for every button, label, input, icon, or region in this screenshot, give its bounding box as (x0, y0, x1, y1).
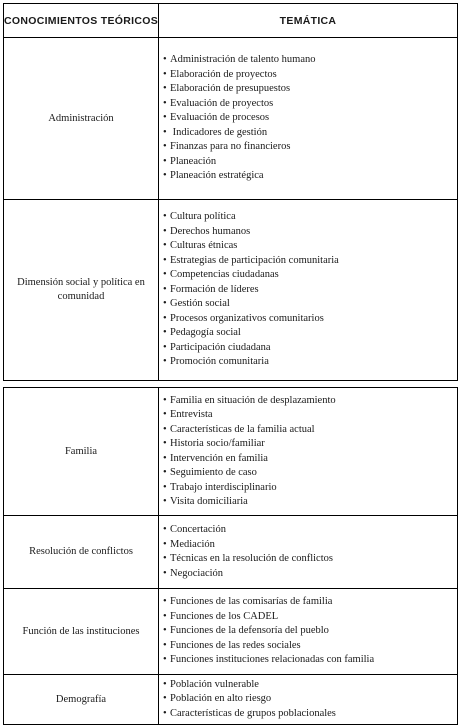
topic-text: Cultura política (170, 211, 236, 223)
bullet-icon: • (163, 467, 167, 478)
table-row (4, 516, 458, 589)
bullet-icon: • (163, 639, 167, 651)
topic-item (163, 210, 457, 225)
topic-text: Historia socio/familiar (170, 438, 265, 449)
topic-text: Funciones instituciones relacionadas con familia (170, 654, 375, 666)
bullet-icon: • (163, 678, 167, 690)
topic-list (159, 210, 457, 370)
topic-text: Familia en situación de desplazamiento (170, 394, 336, 406)
topic-item (163, 707, 457, 722)
bullet-icon: • (163, 327, 167, 339)
topic-text: Elaboración de proyectos (170, 68, 277, 80)
topic-item (163, 692, 457, 707)
topic-item (163, 678, 457, 693)
topics-table-part-1 (3, 3, 458, 381)
topic-item (163, 268, 457, 283)
topic-text: Evaluación de proyectos (170, 97, 274, 109)
topic-item (163, 355, 457, 370)
topic-item (163, 126, 457, 141)
topic-item (163, 408, 457, 423)
topic-list (159, 523, 457, 581)
concept-cell: Resolución de conflictos (4, 516, 159, 589)
bullet-icon: • (163, 610, 167, 622)
topic-item (163, 624, 457, 639)
table-row (4, 589, 458, 675)
bullet-icon: • (163, 141, 167, 153)
bullet-icon: • (163, 438, 167, 449)
bullet-icon: • (163, 496, 167, 507)
topics-cell (159, 38, 458, 200)
topic-item (163, 297, 457, 312)
bullet-icon: • (163, 83, 167, 95)
bullet-icon: • (163, 298, 167, 310)
bullet-icon: • (163, 356, 167, 368)
bullet-icon: • (163, 225, 167, 237)
topic-item (163, 523, 457, 538)
bullet-icon: • (163, 596, 167, 608)
topic-item (163, 225, 457, 240)
bullet-icon: • (163, 452, 167, 464)
topic-item (163, 254, 457, 269)
bullet-icon: • (163, 341, 167, 353)
topic-text: Procesos organizativos comunitarios (170, 312, 324, 324)
bullet-icon: • (163, 155, 167, 167)
bullet-icon: • (163, 269, 167, 281)
topic-text: Elaboración de presupuestos (170, 83, 291, 95)
topics-cell (159, 675, 458, 725)
topic-item (163, 169, 457, 184)
topic-item (163, 68, 457, 83)
topic-text: Intervención en familia (170, 452, 268, 464)
topic-text: Estrategias de participación comunitaria (170, 254, 339, 266)
table-row (4, 38, 458, 200)
bullet-icon: • (163, 567, 167, 579)
topic-item (163, 155, 457, 170)
bullet-icon: • (163, 553, 167, 564)
topic-text: Técnicas en la resolución de conflictos (170, 553, 333, 564)
topic-list (159, 678, 457, 722)
topics-table-part-2 (3, 387, 458, 725)
bullet-icon: • (163, 68, 167, 80)
topic-text: Visita domiciliaria (170, 496, 248, 507)
topic-item (163, 639, 457, 654)
concept-cell: Familia (4, 388, 159, 516)
topic-list (159, 53, 457, 184)
topic-text: Funciones de las redes sociales (170, 639, 301, 651)
bullet-icon: • (163, 423, 167, 435)
topic-text: Gestión social (170, 298, 230, 310)
topic-text: Indicadores de gestión (170, 126, 268, 138)
topic-text: Planeación (170, 155, 217, 167)
topic-item (163, 653, 457, 668)
concept-cell: Dimensión social y política en comunidad (4, 200, 159, 381)
topic-text: Funciones de la defensoría del pueblo (170, 625, 329, 637)
bullet-icon: • (163, 240, 167, 252)
topic-text: Evaluación de procesos (170, 112, 270, 124)
bullet-icon: • (163, 312, 167, 324)
topic-item (163, 437, 457, 452)
topic-text: Promoción comunitaria (170, 356, 269, 368)
topic-item (163, 481, 457, 496)
topic-text: Formación de líderes (170, 283, 259, 295)
header-row (4, 4, 458, 38)
topic-text: Negociación (170, 567, 224, 579)
topic-item (163, 82, 457, 97)
topic-item (163, 394, 457, 409)
bullet-icon: • (163, 707, 167, 719)
topics-cell (159, 200, 458, 381)
topics-cell (159, 516, 458, 589)
header-tematica: TEMÁTICA (159, 4, 458, 38)
bullet-icon: • (163, 170, 167, 182)
topic-item (163, 326, 457, 341)
topic-text: Mediación (170, 538, 215, 550)
bullet-icon: • (163, 654, 167, 666)
topic-text: Participación ciudadana (170, 341, 271, 353)
topic-item (163, 53, 457, 68)
concept-cell: Demografía (4, 675, 159, 725)
header-conocimientos: CONOCIMIENTOS TEÓRICOS (4, 4, 159, 38)
bullet-icon: • (163, 538, 167, 550)
bullet-icon: • (163, 254, 167, 266)
bullet-icon: • (163, 54, 167, 66)
bullet-icon: • (163, 625, 167, 637)
topic-text: Administración de talento humano (170, 54, 316, 66)
topic-item (163, 111, 457, 126)
topic-item (163, 595, 457, 610)
topic-item (163, 538, 457, 553)
topic-text: Competencias ciudadanas (170, 269, 279, 281)
bullet-icon: • (163, 97, 167, 109)
topic-item (163, 239, 457, 254)
topic-text: Planeación estratégica (170, 170, 264, 182)
topic-item (163, 140, 457, 155)
table-row (4, 388, 458, 516)
concept-cell: Función de las instituciones (4, 589, 159, 675)
bullet-icon: • (163, 409, 167, 420)
topic-text: Características de la familia actual (170, 423, 315, 435)
topic-text: Trabajo interdisciplinario (170, 481, 277, 493)
topic-list (159, 394, 457, 510)
topic-list (159, 595, 457, 668)
topic-text: Población vulnerable (170, 678, 259, 690)
bullet-icon: • (163, 524, 167, 535)
topic-item (163, 283, 457, 298)
bullet-icon: • (163, 283, 167, 295)
topic-item (163, 341, 457, 356)
topic-text: Culturas étnicas (170, 240, 238, 252)
bullet-icon: • (163, 211, 167, 223)
bullet-icon: • (163, 481, 167, 493)
topic-text: Características de grupos poblacionales (170, 707, 336, 719)
topic-item (163, 567, 457, 582)
topic-text: Finanzas para no financieros (170, 141, 291, 153)
topic-item (163, 312, 457, 327)
bullet-icon: • (163, 112, 167, 124)
topic-item (163, 97, 457, 112)
bullet-icon: • (163, 394, 167, 406)
table-row (4, 675, 458, 725)
bullet-icon: • (163, 126, 167, 138)
topic-item (163, 423, 457, 438)
topic-text: Entrevista (170, 409, 213, 420)
topic-text: Funciones de los CADEL (170, 610, 279, 622)
topic-text: Población en alto riesgo (170, 693, 272, 705)
topic-text: Derechos humanos (170, 225, 251, 237)
concept-cell: Administración (4, 38, 159, 200)
topic-text: Concertación (170, 524, 226, 535)
topic-item (163, 495, 457, 510)
topic-text: Pedagogía social (170, 327, 241, 339)
topic-item (163, 552, 457, 567)
topic-text: Seguimiento de caso (170, 467, 257, 478)
topic-item (163, 610, 457, 625)
bullet-icon: • (163, 693, 167, 705)
topics-cell (159, 589, 458, 675)
table-row (4, 200, 458, 381)
topic-text: Funciones de las comisarías de familia (170, 596, 333, 608)
topic-item (163, 452, 457, 467)
topic-item (163, 466, 457, 481)
topics-cell (159, 388, 458, 516)
